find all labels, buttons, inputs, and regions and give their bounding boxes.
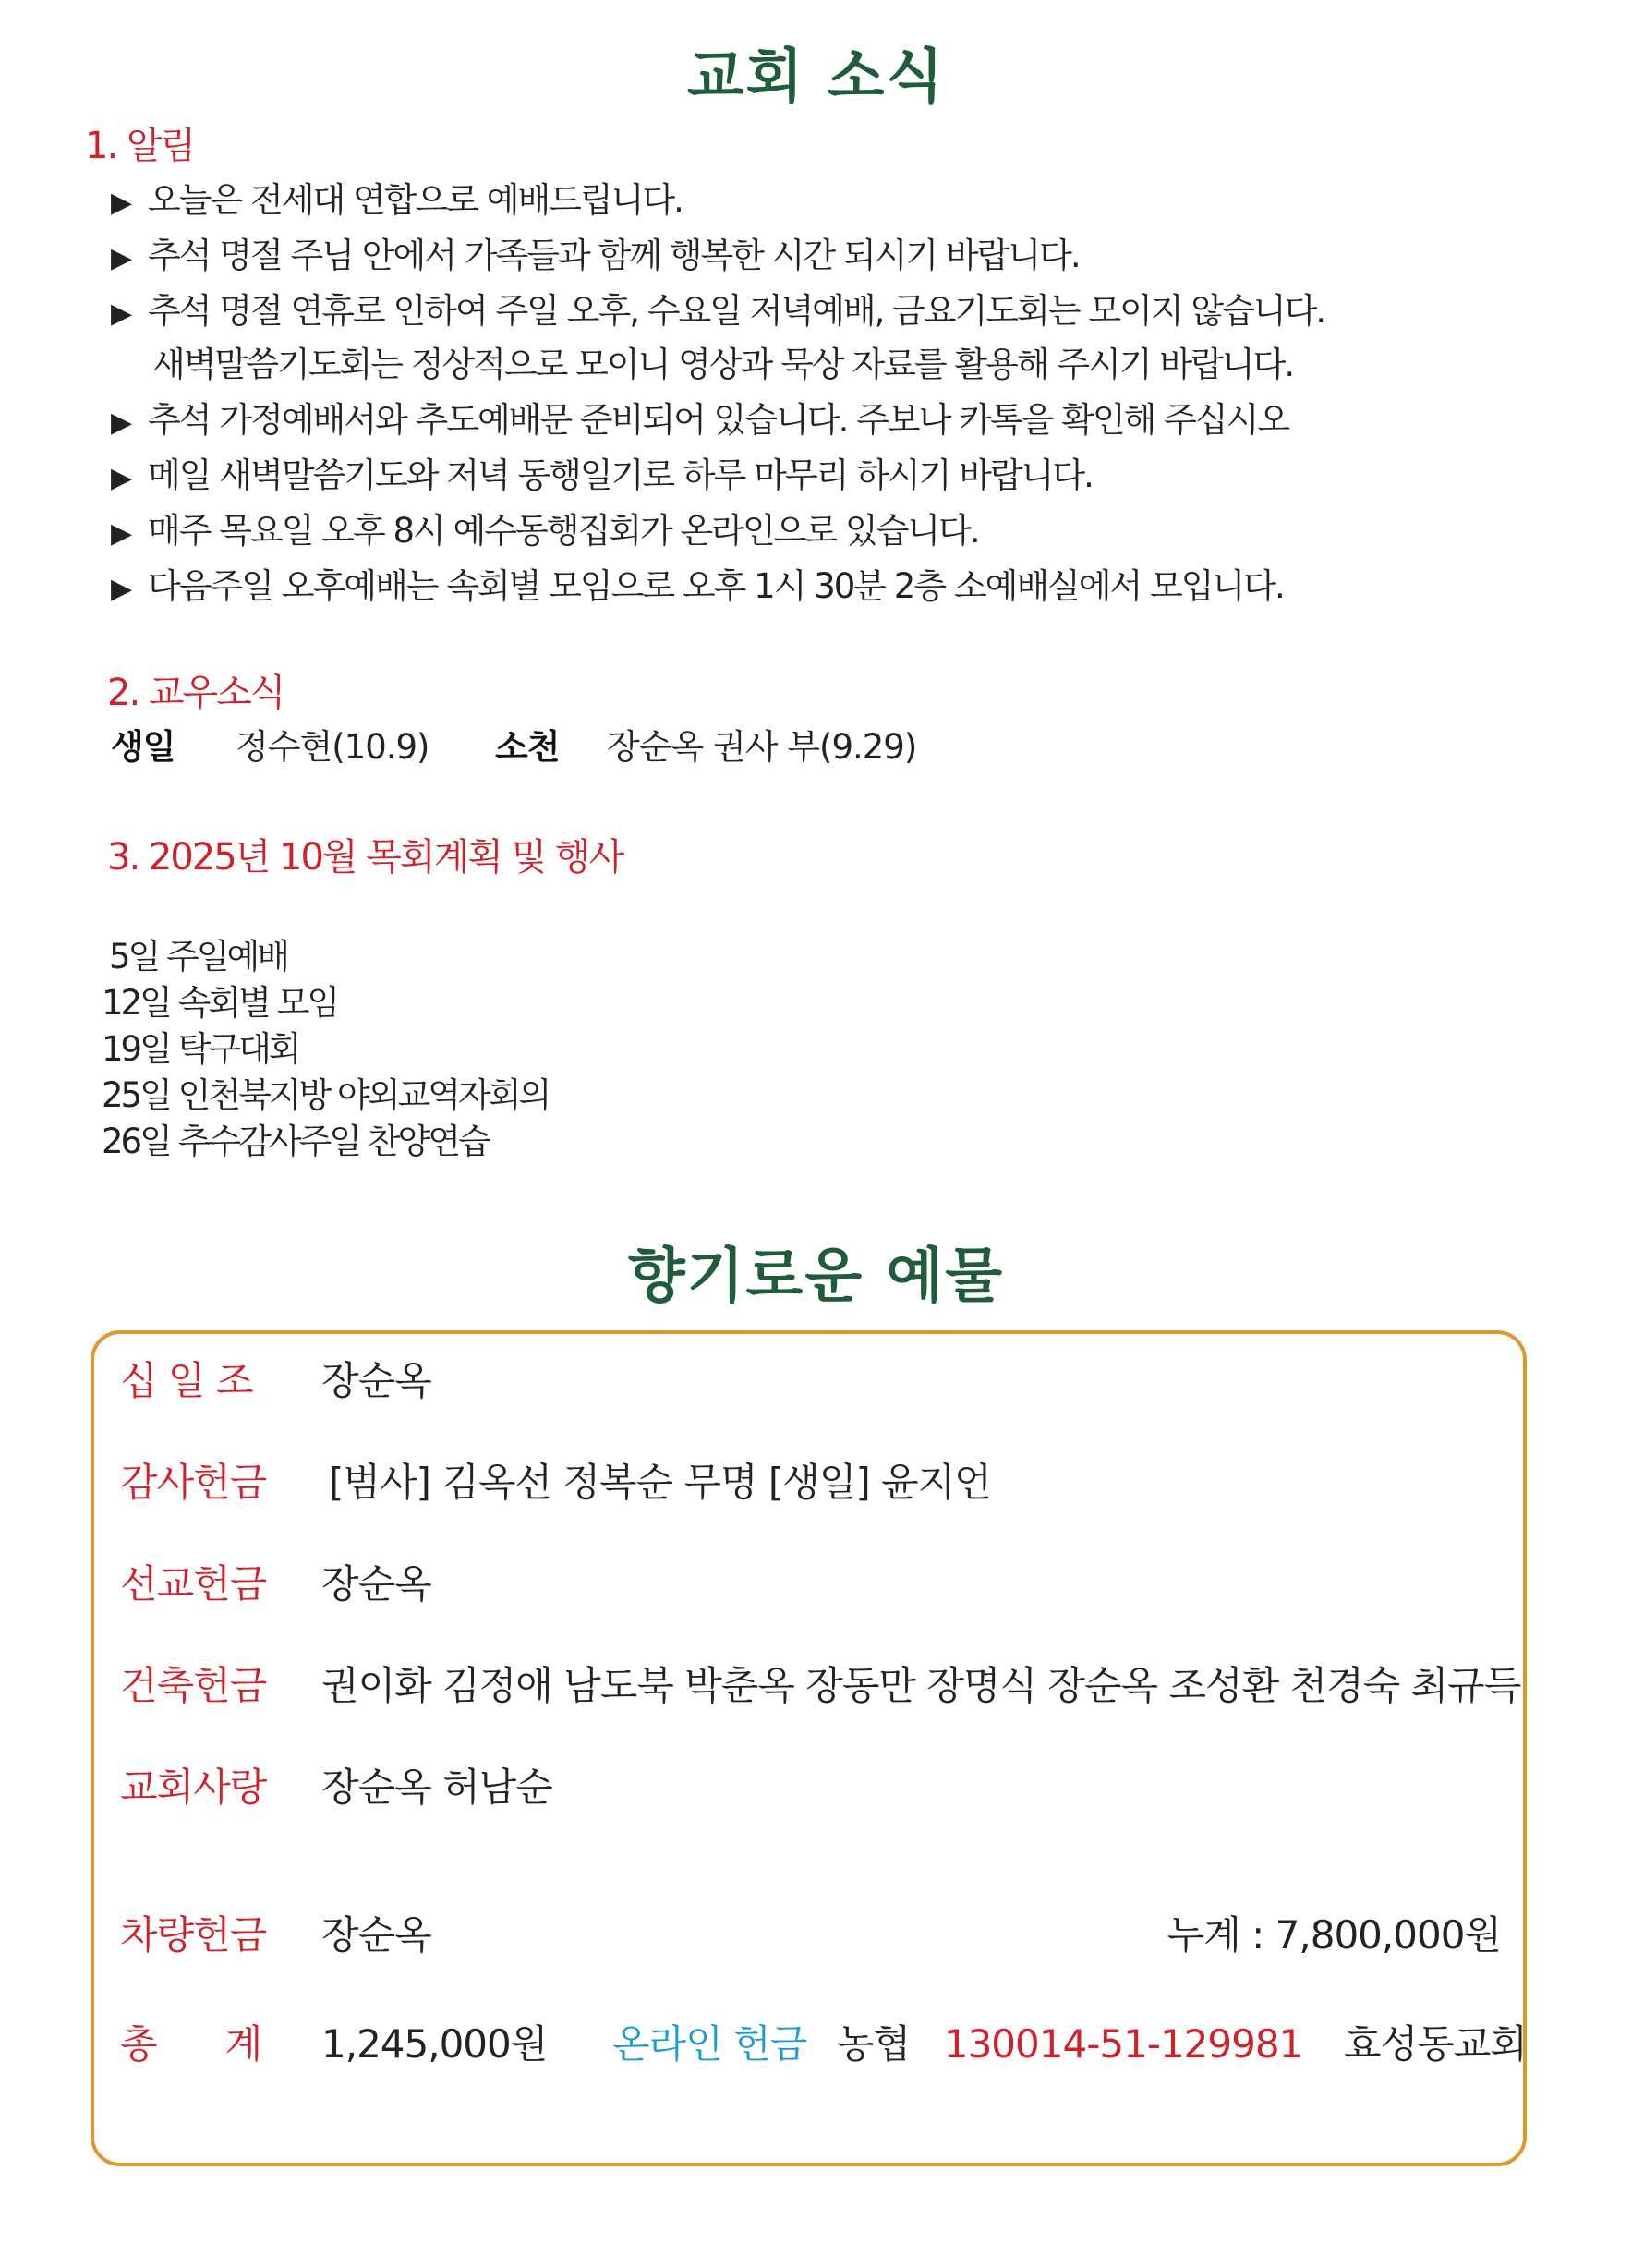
announcement-item: ▶ 매주 목요일 오후 8시 예수동행집회가 온라인으로 있습니다. xyxy=(111,511,979,551)
triangle-bullet-icon: ▶ xyxy=(111,462,131,494)
passing-label: 소천 xyxy=(495,727,560,767)
page-title-church-news: 교회 소식 xyxy=(686,43,946,112)
schedule-item: 25일 인천북지방 야외교역자회의 xyxy=(102,1075,550,1115)
birthday-value: 정수현(10.9) xyxy=(236,727,429,767)
section-heading-schedule: 3. 2025년 10월 목회계획 및 행사 xyxy=(107,836,623,879)
offering-label-mission: 선교헌금 xyxy=(120,1561,267,1607)
bank-name: 농협 xyxy=(836,2021,911,2067)
triangle-bullet-icon: ▶ xyxy=(111,406,131,439)
bank-account-number: 130014-51-129981 xyxy=(943,2021,1303,2067)
announcement-continuation: 새벽말씀기도회는 정상적으로 모이니 영상과 묵상 자료를 활용해 주시기 바랍니다. xyxy=(152,345,1294,384)
announcement-item: ▶ 추석 명절 연휴로 인하여 주일 오후, 수요일 저녁예배, 금요기도회는 모이지 않습니다. xyxy=(111,291,1325,331)
total-amount: 1,245,000원 xyxy=(321,2021,548,2067)
online-offering-label: 온라인 헌금 xyxy=(612,2021,807,2067)
passing-value: 장순옥 권사 부(9.29) xyxy=(607,727,917,767)
offering-label-tithe: 십 일 조 xyxy=(120,1358,253,1403)
section-heading-announcements: 1. 알림 xyxy=(85,125,195,167)
offering-label-thanks: 감사헌금 xyxy=(120,1460,267,1505)
offering-value-thanks: [범사] 김옥선 정복순 무명 [생일] 윤지언 xyxy=(329,1460,991,1505)
offering-label-vehicle: 차량헌금 xyxy=(120,1912,267,1958)
schedule-item: 12일 속회별 모임 xyxy=(102,983,338,1023)
schedule-item: 19일 탁구대회 xyxy=(102,1029,299,1069)
offering-value-tithe: 장순옥 xyxy=(321,1358,431,1403)
announcement-item: ▶ 오늘은 전세대 연합으로 예배드립니다. xyxy=(111,180,683,220)
announcement-item: ▶ 메일 새벽말씀기도와 저녁 동행일기로 하루 마무리 하시기 바랍니다. xyxy=(111,455,1093,495)
announcement-item: ▶ 추석 명절 주님 안에서 가족들과 함께 행복한 시간 되시기 바랍니다. xyxy=(111,236,1080,275)
account-holder: 효성동교회 xyxy=(1344,2021,1527,2067)
member-news-row xyxy=(111,719,916,769)
section-heading-member-news: 2. 교우소식 xyxy=(107,672,284,714)
triangle-bullet-icon: ▶ xyxy=(111,517,131,550)
page-title-offerings: 향기로운 예물 xyxy=(627,1243,1005,1311)
triangle-bullet-icon: ▶ xyxy=(111,242,131,274)
cumulative-total: 누계 : 7,800,000원 xyxy=(1167,1912,1501,1958)
offering-value-building: 권이화 김정애 남도북 박춘옥 장동만 장명식 장순옥 조성환 천경숙 최규득 xyxy=(321,1663,1521,1708)
announcement-item: ▶ 다음주일 오후예배는 속회별 모임으로 오후 1시 30분 2층 소예배실에서 모입니다. xyxy=(111,566,1284,606)
offering-label-church-love: 교회사랑 xyxy=(120,1765,267,1810)
offering-label-building: 건축헌금 xyxy=(120,1663,267,1708)
offering-label-total: 총 계 xyxy=(120,2021,262,2067)
offering-value-vehicle: 장순옥 xyxy=(321,1912,431,1958)
schedule-item: 26일 추수감사주일 찬양연습 xyxy=(102,1122,489,1161)
birthday-label: 생일 xyxy=(111,727,175,767)
announcement-item: ▶ 추석 가정예배서와 추도예배문 준비되어 있습니다. 주보나 카톡을 확인해 주십시오 xyxy=(111,400,1289,440)
offering-value-church-love: 장순옥 허남순 xyxy=(321,1765,552,1810)
triangle-bullet-icon: ▶ xyxy=(111,187,131,219)
schedule-item: 5일 주일예배 xyxy=(109,937,288,976)
triangle-bullet-icon: ▶ xyxy=(111,297,131,330)
offering-value-mission: 장순옥 xyxy=(321,1561,431,1607)
offering-total-row xyxy=(321,2014,1527,2069)
triangle-bullet-icon: ▶ xyxy=(111,573,131,605)
